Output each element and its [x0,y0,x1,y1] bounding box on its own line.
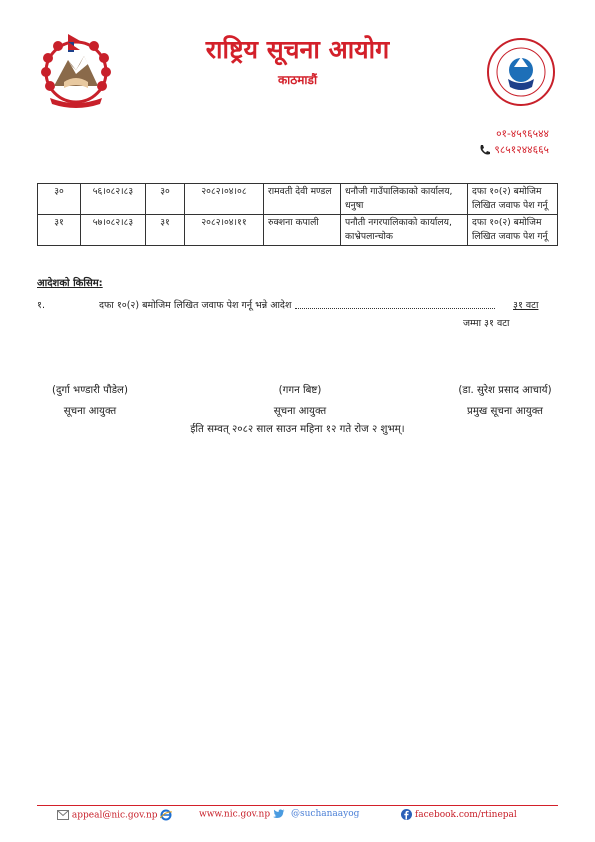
footer-email[interactable] [57,809,172,821]
organization-name: राष्ट्रिय सूचना आयोग [205,35,390,64]
phone-icon [479,144,491,156]
organization-city: काठमाडौं [277,73,318,87]
cell-date: २०८२।०४।११ [185,215,264,246]
twitter-icon [273,809,285,819]
twitter-handle-link[interactable]: @suchanaayog [291,809,360,819]
signatory-title: सूचना आयुक्त [273,406,327,417]
website-link[interactable]: www.nic.gov.np [199,809,271,820]
facebook-icon [401,809,412,820]
dotted-leader [295,308,495,309]
cell-applicant: रामवती देवी मण्डल [264,184,341,215]
signatory-name: (दुर्गा भण्डारी पौडेल) [52,385,128,396]
order-index: १. [37,300,45,311]
order-total: जम्मा ३१ वटा [463,318,510,329]
cell-office: धनौजी गाउँपालिकाको कार्यालय, धनुषा [341,184,468,215]
cell-office: पनौती नगरपालिकाको कार्यालय, काभ्रेपलान्चोक [341,215,468,246]
case-table [37,183,558,246]
signatory-title: सूचना आयुक्त [63,406,117,417]
table-row [38,215,558,246]
order-text: दफा १०(२) बमोजिम लिखित जवाफ पेश गर्नू भन्ने आदेश [99,300,292,311]
phone-number-mobile-row [479,142,549,158]
signatory-title: प्रमुख सूचना आयुक्त [467,406,543,417]
footer-twitter[interactable] [291,809,359,819]
footer-divider [37,805,558,806]
phone-number-mobile: ९८५१२४४६६५ [494,144,549,156]
cell-registration: ५६।०८२।८३ [81,184,146,215]
cell-appeal-no: ३० [146,184,185,215]
signatory-name: (डा. सुरेश प्रसाद आचार्य) [458,385,552,396]
order-count: ३१ वटा [513,300,539,311]
cell-serial: ३० [38,184,81,215]
internet-icon [160,809,172,821]
signatory-1 [30,380,150,422]
phone-number-landline: ०१-४५९६५४४ [496,128,549,140]
email-link[interactable]: appeal@nic.gov.np [71,810,158,821]
cell-registration: ५७।०८२।८३ [81,215,146,246]
cell-decision: दफा १०(२) बमोजिम लिखित जवाफ पेश गर्नू [468,215,558,246]
date-line: ईति सम्वत् २०८२ साल साउन महिना १२ गते रोज २ शुभम्। [190,424,405,435]
order-heading: आदेशको किसिम: [37,278,103,289]
cell-appeal-no: ३१ [146,215,185,246]
cell-serial: ३१ [38,215,81,246]
email-icon [57,810,69,820]
cell-applicant: रुक्शना कपाली [264,215,341,246]
footer-website[interactable] [199,809,285,820]
facebook-link[interactable]: facebook.com/rtinepal [414,810,517,820]
signatory-name: (गगन बिष्ट) [278,385,322,396]
signatory-2 [250,380,350,422]
cell-date: २०८२।०४।०८ [185,184,264,215]
footer-facebook[interactable] [401,809,517,820]
commission-seal-logo [486,37,556,107]
cell-decision: दफा १०(२) बमोजिम लिखित जवाफ पेश गर्नू [468,184,558,215]
contact-phones [479,126,549,158]
table-row [38,184,558,215]
order-item [37,298,558,314]
signatory-3 [440,380,570,422]
